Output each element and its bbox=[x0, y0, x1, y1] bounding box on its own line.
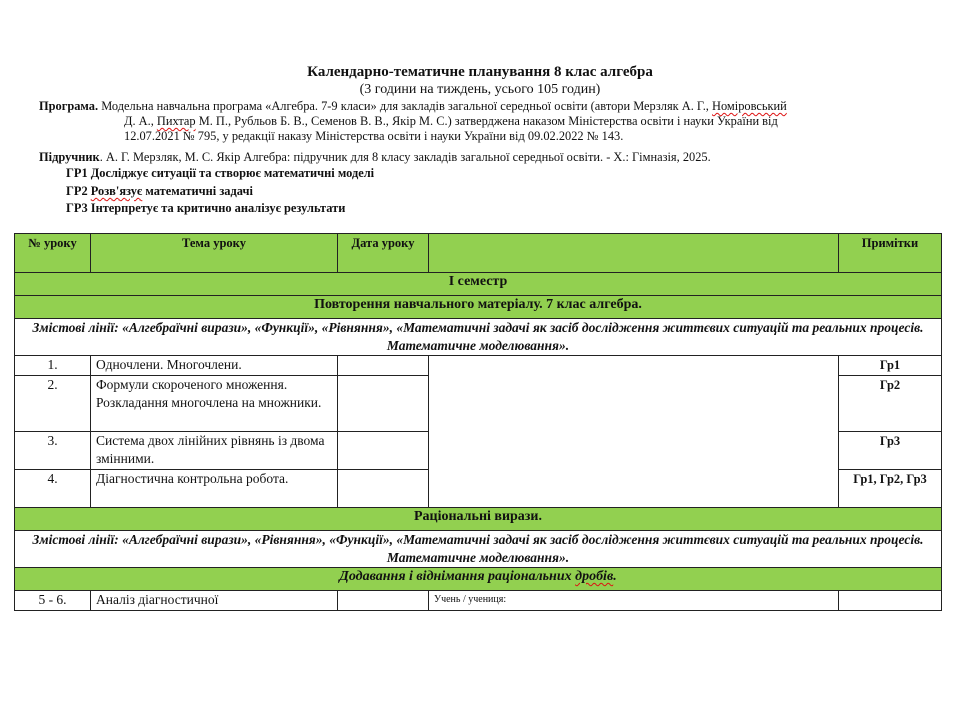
program-line-3: 12.07.2021 № 795, у редакції наказу Міністерства освіти і науки України від 09.02.2022 № 143. bbox=[124, 129, 624, 143]
lesson-note: Гр3 bbox=[839, 432, 942, 470]
header-notes: Примітки bbox=[839, 234, 942, 273]
student-label: Учень / учениця: bbox=[429, 591, 839, 611]
table-row bbox=[15, 356, 942, 376]
textbook-line: Підручник. А. Г. Мерзляк, М. С. Якір Алгебра: підручник для 8 класу закладів загальної середньої освіти. - Х.: Гімназія, 2025. bbox=[39, 150, 711, 164]
program-label: Програма. bbox=[39, 99, 99, 113]
section-title-1: Повторення навчального матеріалу. 7 клас алгебра. bbox=[15, 296, 942, 319]
lesson-note: Гр1 bbox=[839, 356, 942, 376]
lesson-date[interactable] bbox=[338, 470, 429, 508]
header-blank bbox=[429, 234, 839, 273]
lesson-date[interactable] bbox=[338, 591, 429, 611]
lesson-note: Гр2 bbox=[839, 376, 942, 432]
lesson-date[interactable] bbox=[338, 376, 429, 432]
merged-blank-cell bbox=[429, 356, 839, 508]
document-subtitle: (3 години на тиждень, усього 105 годин) bbox=[359, 82, 601, 97]
group-2: ГР2 Розв'язує математичні задачі bbox=[66, 184, 253, 198]
table-header-row bbox=[15, 234, 942, 273]
document-title: Календарно-тематичне планування 8 клас алгебра bbox=[307, 64, 653, 80]
semester-row bbox=[15, 273, 942, 296]
lesson-topic: Діагностична контрольна робота. bbox=[91, 470, 338, 508]
lesson-topic: Аналіз діагностичної bbox=[91, 591, 338, 611]
lesson-plan-table bbox=[14, 233, 942, 611]
lesson-num: 2. bbox=[15, 376, 91, 432]
lesson-num: 1. bbox=[15, 356, 91, 376]
section-title-2: Раціональні вирази. bbox=[15, 508, 942, 531]
lesson-note: Гр1, Гр2, Гр3 bbox=[839, 470, 942, 508]
table-row bbox=[15, 591, 942, 611]
section-row-1 bbox=[15, 296, 942, 319]
subsection-row bbox=[15, 568, 942, 591]
group-1: ГР1 Досліджує ситуації та створює математичні моделі bbox=[66, 166, 375, 180]
lesson-num: 3. bbox=[15, 432, 91, 470]
subsection-title: Додавання і віднімання раціональних дробів. bbox=[15, 568, 942, 591]
semester-label: І семестр bbox=[15, 273, 942, 296]
header-num: № уроку bbox=[15, 234, 91, 273]
spellcheck-word: Номіровський bbox=[712, 99, 787, 113]
lesson-date[interactable] bbox=[338, 432, 429, 470]
spellcheck-word: дробів bbox=[575, 569, 614, 584]
header-date: Дата уроку bbox=[338, 234, 429, 273]
spellcheck-word: Розв'язує bbox=[90, 184, 143, 198]
content-lines-1: Змістові лінії: «Алгебраїчні вирази», «Функції», «Рівняння», «Математичні задачі як засіб дослідження життєвих ситуацій та реальних процесів. Математичне моделювання». bbox=[15, 319, 942, 356]
lesson-date[interactable] bbox=[338, 356, 429, 376]
section-row-2 bbox=[15, 508, 942, 531]
lesson-num: 4. bbox=[15, 470, 91, 508]
lesson-note bbox=[839, 591, 942, 611]
program-line-1: Програма. Модельна навчальна програма «Алгебра. 7-9 класи» для закладів загальної середньої освіти (автори Мерзляк А. Г., Номіровський bbox=[39, 99, 787, 113]
textbook-label: Підручник bbox=[39, 150, 100, 164]
header-topic: Тема уроку bbox=[91, 234, 338, 273]
content-lines-2: Змістові лінії: «Алгебраїчні вирази», «Рівняння», «Функції», «Математичні задачі як засіб дослідження життєвих ситуацій та реальних процесів. Математичне моделювання». bbox=[15, 531, 942, 568]
content-lines-row-1 bbox=[15, 319, 942, 356]
lesson-topic: Формули скороченого множення. Розкладання многочлена на множники. bbox=[91, 376, 338, 432]
group-3: ГР3 Інтерпретує та критично аналізує результати bbox=[66, 201, 346, 215]
lesson-num: 5 - 6. bbox=[15, 591, 91, 611]
lesson-topic: Одночлени. Многочлени. bbox=[91, 356, 338, 376]
program-line-2: Д. А., Пихтар М. П., Рубльов Б. В., Семенов В. В., Якір М. С.) затверджена наказом Міністерства освіти і науки України від bbox=[124, 114, 778, 128]
content-lines-row-2 bbox=[15, 531, 942, 568]
spellcheck-word: Пихтар bbox=[156, 114, 196, 128]
lesson-topic: Система двох лінійних рівнянь із двома змінними. bbox=[91, 432, 338, 470]
